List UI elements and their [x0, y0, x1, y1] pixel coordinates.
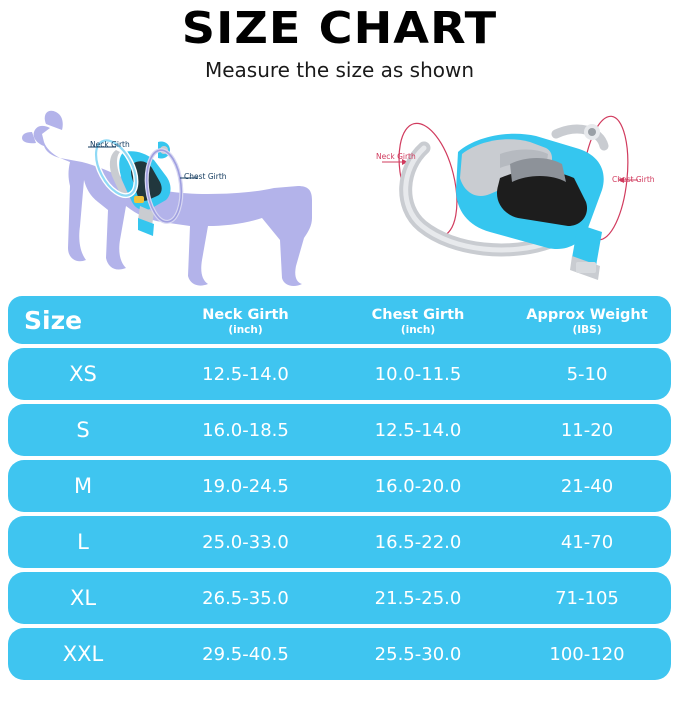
page-subtitle: Measure the size as shown — [204, 58, 475, 83]
illustration-area — [0, 90, 679, 298]
cell-size: M — [73, 474, 93, 498]
cell-approx-weight: 5-10 — [566, 363, 608, 385]
harness-illustration — [350, 90, 670, 295]
dog-illustration — [12, 90, 332, 295]
table-row — [8, 572, 671, 624]
cell-neck-girth: 25.0-33.0 — [202, 531, 289, 553]
table-row — [8, 628, 671, 680]
dog-neck-girth-label: Neck Girth — [90, 140, 130, 150]
cell-approx-weight: 21-40 — [560, 475, 614, 497]
cell-neck-girth: 29.5-40.5 — [202, 643, 289, 665]
header-cell-chest-girth: Chest Girth (inch) — [371, 306, 465, 337]
cell-size: XL — [69, 586, 97, 610]
cell-chest-girth: 16.0-20.0 — [374, 475, 462, 497]
cell-approx-weight: 11-20 — [560, 419, 614, 441]
cell-neck-girth: 16.0-18.5 — [202, 419, 289, 441]
cell-size: S — [76, 418, 90, 442]
cell-approx-weight: 71-105 — [555, 587, 619, 609]
cell-chest-girth: 12.5-14.0 — [374, 419, 462, 441]
header-cell-size: Size — [24, 305, 83, 335]
dog-silhouette-icon — [12, 90, 332, 295]
cell-chest-girth: 21.5-25.0 — [374, 587, 462, 609]
cell-approx-weight: 100-120 — [549, 643, 625, 665]
header-cell-approx-weight: Approx Weight (IBS) — [526, 306, 648, 337]
cell-chest-girth: 16.5-22.0 — [374, 531, 462, 553]
harness-product-icon — [350, 90, 670, 295]
size-table — [8, 296, 671, 684]
table-row — [8, 404, 671, 456]
harness-chest-girth-label: Chest Girth — [612, 175, 655, 185]
cell-approx-weight: 41-70 — [560, 531, 614, 553]
header-cell-neck-girth: Neck Girth (inch) — [202, 306, 289, 337]
cell-chest-girth: 10.0-11.5 — [374, 363, 462, 385]
table-row — [8, 460, 671, 512]
dog-chest-girth-label: Chest Girth — [184, 172, 227, 182]
table-header-row — [8, 296, 671, 344]
table-row — [8, 348, 671, 400]
cell-neck-girth: 12.5-14.0 — [202, 363, 289, 385]
cell-size: L — [77, 530, 89, 554]
cell-size: XS — [69, 362, 97, 386]
cell-size: XXL — [62, 642, 104, 666]
page-title: SIZE CHART — [181, 3, 498, 54]
cell-neck-girth: 26.5-35.0 — [202, 587, 289, 609]
cell-neck-girth: 19.0-24.5 — [202, 475, 289, 497]
harness-neck-girth-label: Neck Girth — [376, 152, 416, 162]
header — [0, 0, 679, 82]
cell-chest-girth: 25.5-30.0 — [374, 643, 462, 665]
table-row — [8, 516, 671, 568]
